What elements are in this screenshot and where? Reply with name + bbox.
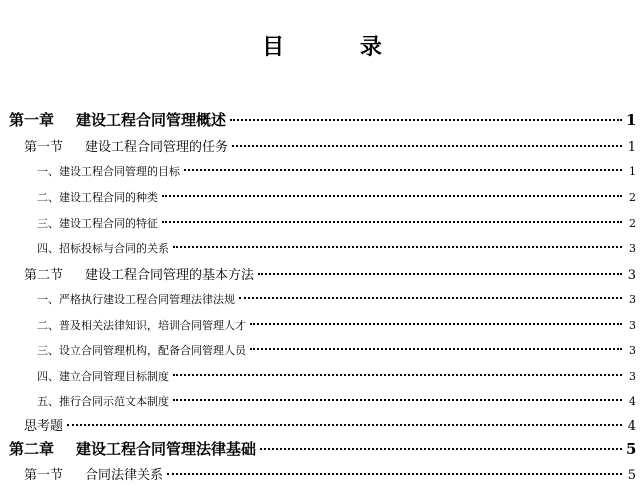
section-number: 第一节 bbox=[24, 468, 64, 483]
leader-dots bbox=[232, 145, 622, 147]
leader-dots bbox=[173, 246, 622, 248]
toc-entry-section[interactable] bbox=[0, 264, 636, 283]
leader-dots bbox=[250, 348, 622, 350]
toc-entry-item[interactable] bbox=[0, 342, 636, 358]
toc-entry-label: 三、设立合同管理机构，配备合同管理人员 bbox=[37, 344, 246, 357]
leader-dots bbox=[184, 169, 622, 171]
toc-entry-label: 三、建设工程合同的特征 bbox=[37, 217, 158, 230]
toc-entry-label: 四、招标投标与合同的关系 bbox=[37, 242, 169, 255]
chapter-number: 第二章 bbox=[9, 440, 55, 458]
toc-entry-label bbox=[0, 438, 256, 459]
section-number: 第二节 bbox=[24, 268, 64, 283]
page-number: 3 bbox=[629, 344, 636, 357]
leader-dots bbox=[258, 273, 622, 275]
toc-entry-section[interactable] bbox=[0, 464, 636, 483]
toc-entry-label: 思考题 bbox=[24, 419, 64, 434]
leader-dots bbox=[167, 473, 622, 475]
leader-dots bbox=[162, 195, 622, 197]
toc-entry-item[interactable] bbox=[0, 189, 636, 205]
toc-entry-label bbox=[0, 109, 226, 130]
toc-entry-item[interactable] bbox=[0, 393, 636, 409]
page-number: 3 bbox=[627, 268, 636, 283]
page-number: 5 bbox=[626, 440, 637, 458]
toc-entry-item[interactable] bbox=[0, 291, 636, 307]
page-number: 3 bbox=[629, 370, 636, 383]
section-title: 建设工程合同管理的基本方法 bbox=[85, 268, 255, 283]
toc-entry-section[interactable] bbox=[0, 136, 636, 155]
toc-entry-label: 五、推行合同示范文本制度 bbox=[37, 395, 169, 408]
page-number: 1 bbox=[629, 165, 636, 178]
page-number: 3 bbox=[629, 293, 636, 306]
section-title: 建设工程合同管理的任务 bbox=[85, 140, 229, 155]
toc-entry-item[interactable] bbox=[0, 215, 636, 231]
toc-entry-label bbox=[0, 136, 228, 155]
toc-entry-item[interactable] bbox=[0, 317, 636, 333]
leader-dots bbox=[239, 297, 622, 299]
section-title: 合同法律关系 bbox=[85, 468, 164, 483]
page-number: 3 bbox=[629, 319, 636, 332]
toc-entry-item[interactable] bbox=[0, 240, 636, 256]
chapter-title: 建设工程合同管理法律基础 bbox=[76, 440, 257, 458]
leader-dots bbox=[260, 448, 622, 450]
page-number: 4 bbox=[627, 419, 636, 434]
toc-entry-label bbox=[0, 264, 254, 283]
page-number: 1 bbox=[626, 111, 637, 129]
page-number: 2 bbox=[629, 217, 636, 230]
toc-entry-chapter-2[interactable] bbox=[0, 438, 636, 459]
toc-entry-label bbox=[0, 464, 163, 483]
page-number: 2 bbox=[629, 191, 636, 204]
toc-entry-label: 一、建设工程合同管理的目标 bbox=[37, 165, 180, 178]
toc-entry-label: 二、建设工程合同的种类 bbox=[37, 191, 158, 204]
leader-dots bbox=[162, 221, 622, 223]
chapter-number: 第一章 bbox=[9, 111, 55, 129]
toc-entry-item[interactable] bbox=[0, 368, 636, 384]
leader-dots bbox=[67, 424, 622, 426]
toc-entry-chapter-1[interactable] bbox=[0, 109, 636, 130]
page-number: 3 bbox=[629, 242, 636, 255]
leader-dots bbox=[173, 399, 622, 401]
toc-entry-label: 四、建立合同管理目标制度 bbox=[37, 370, 169, 383]
page-number: 5 bbox=[627, 468, 636, 483]
page-title: 目 录 bbox=[262, 35, 416, 60]
section-number: 第一节 bbox=[24, 140, 64, 155]
toc-entry-label: 二、普及相关法律知识，培训合同管理人才 bbox=[37, 319, 246, 332]
leader-dots bbox=[250, 323, 622, 325]
chapter-title: 建设工程合同管理概述 bbox=[76, 111, 227, 129]
leader-dots bbox=[173, 374, 622, 376]
page-number: 1 bbox=[627, 140, 636, 155]
toc-entry-questions[interactable] bbox=[0, 415, 636, 434]
leader-dots bbox=[230, 119, 622, 121]
page-number: 4 bbox=[629, 395, 636, 408]
toc-entry-label: 一、严格执行建设工程合同管理法律法规 bbox=[37, 293, 235, 306]
toc-entry-item[interactable] bbox=[0, 163, 636, 179]
